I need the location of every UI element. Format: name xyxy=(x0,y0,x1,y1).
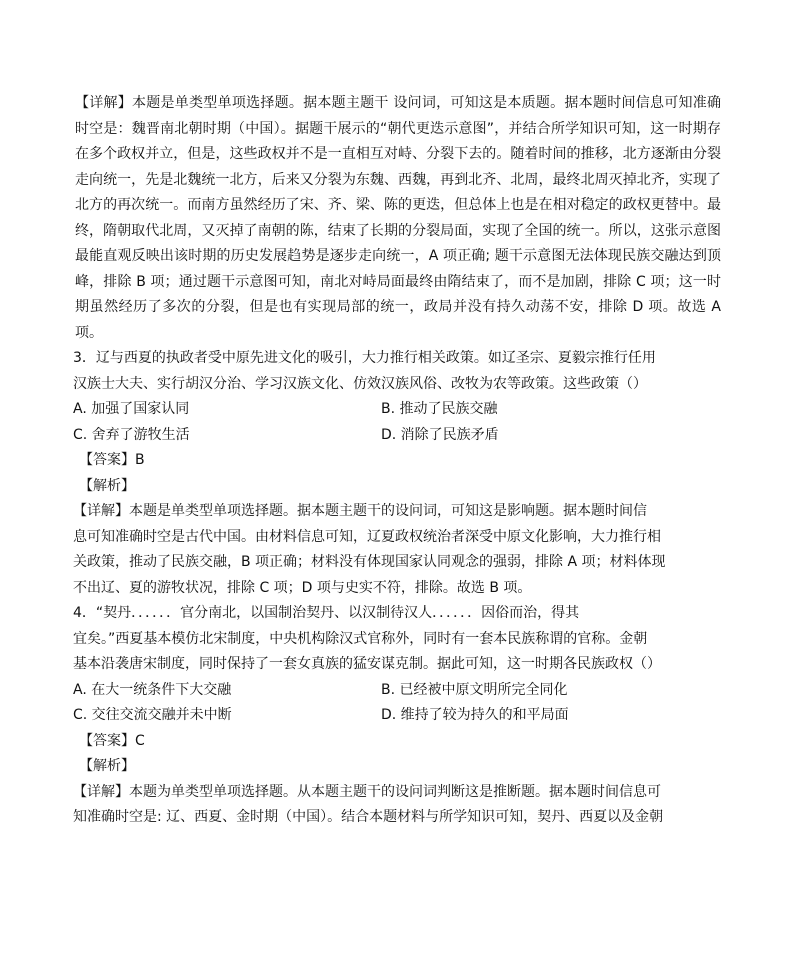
document-content xyxy=(73,91,721,831)
q3-option-a: A. 加强了国家认同 xyxy=(73,401,190,417)
q3-detail-line: 息可知准确时空是古代中国。由材料信息可知，辽夏政权统治者深受中原文化影响，大力推行相 xyxy=(73,528,661,545)
q4-stem-line-3: 基本沿袭唐宋制度，同时保持了一套女真族的猛安谋克制。据此可知，这一时期各民族政权（） xyxy=(73,656,661,672)
q3-detail-line: 关政策，推动了民族交融，B 项正确；材料没有体现国家认同观念的强弱，排除 A 项；材料体现 xyxy=(73,554,666,570)
q4-stem-line-1: 4．“契丹．．．．．．官分南北，以国制治契丹、以汉制待汉人．．．．．．因俗而治，得其 xyxy=(73,605,580,621)
q4-option-a: A. 在大一统条件下大交融 xyxy=(73,681,232,698)
q4-option-b: B. 已经被中原文明所完全同化 xyxy=(381,681,568,698)
q4-answer: 【答案】C xyxy=(79,732,145,749)
q4-options xyxy=(73,678,721,729)
q4-stem-line-2: 宜矣。”西夏基本模仿北宋制度，中央机构除汉式官称外，同时有一套本民族称谓的官称。金朝 xyxy=(73,630,648,647)
q3-options xyxy=(73,397,721,448)
q3-option-b: B. 推动了民族交融 xyxy=(381,401,498,417)
q3-detail-line: 【详解】本题是单类型单项选择题。据本题主题干的设问词，可知这是影响题。据本题时间信 xyxy=(73,503,647,519)
q4-analysis-label: 【解析】 xyxy=(79,758,135,774)
q3-analysis-label: 【解析】 xyxy=(79,477,135,494)
q3-stem-line-1: 3．辽与西夏的执政者受中原先进文化的吸引，大力推行相关政策。如辽圣宗、夏毅宗推行任用 xyxy=(73,350,656,366)
q4-option-c: C. 交往交流交融并未中断 xyxy=(73,707,232,723)
q3-stem-line-2: 汉族士大夫、实行胡汉分治、学习汉族文化、仿效汉族风俗、改牧为农等政策。这些政策（） xyxy=(73,375,647,392)
q4-option-d: D. 维持了较为持久的和平局面 xyxy=(381,707,569,723)
q4-detail-line: 知准确时空是: 辽、西夏、金时期（中国）。结合本题材料与所学知识可知，契丹、西夏以及金朝 xyxy=(73,809,664,825)
q2-detail-paragraph: 【详解】本题是单类型单项选择题。据本题主题干 设问词，可知这是本质题。据本题时间信息可知准确时空是：魏晋南北朝时期（中国）。据题干展示的“朝代更迭示意图”，并结合所学知识可知，这一时期存在多个政权并立，但是，这些政权并不是一直相互对峙、分裂下去的。随着时间的推移，北方逐渐由分裂走向统一，先是北魏统一北方，后来又分裂为东魏、西魏，再到北齐、北周，最终北周灭掉北齐，实现了北方的再次统一。而南方虽然经历了宋、齐、梁、陈的更迭，但总体上也是在相对稳定的政权更替中。最终，隋朝取代北周，又灭掉了南朝的陈，结束了长期的分裂局面，实现了全国的统一。所以，这张示意图最能直观反映出该时期的历史发展趋势是逐步走向统一，A 项正确; 题干示意图无法体现民族交融达到顶峰，排除 B 项；通过题干示意图可知，南北对峙局面最终由隋结束了，而不是加剧，排除 C 项；这一时期虽然经历了多次的分裂，但是也有实现局部的统一，政局并没有持久动荡不安，排除 D 项。故选 A 项。 xyxy=(75,95,721,341)
q3-detail-line: 不出辽、夏的游牧状况，排除 C 项；D 项与史实不符，排除。故选 B 项。 xyxy=(73,579,532,596)
q4-detail-line: 【详解】本题为单类型单项选择题。从本题主题干的设问词判断这是推断题。据本题时间信息可 xyxy=(73,783,661,800)
q3-option-d: D. 消除了民族矛盾 xyxy=(381,426,499,443)
q3-option-c: C. 舍弃了游牧生活 xyxy=(73,426,190,443)
q3-answer: 【答案】B xyxy=(79,452,145,468)
